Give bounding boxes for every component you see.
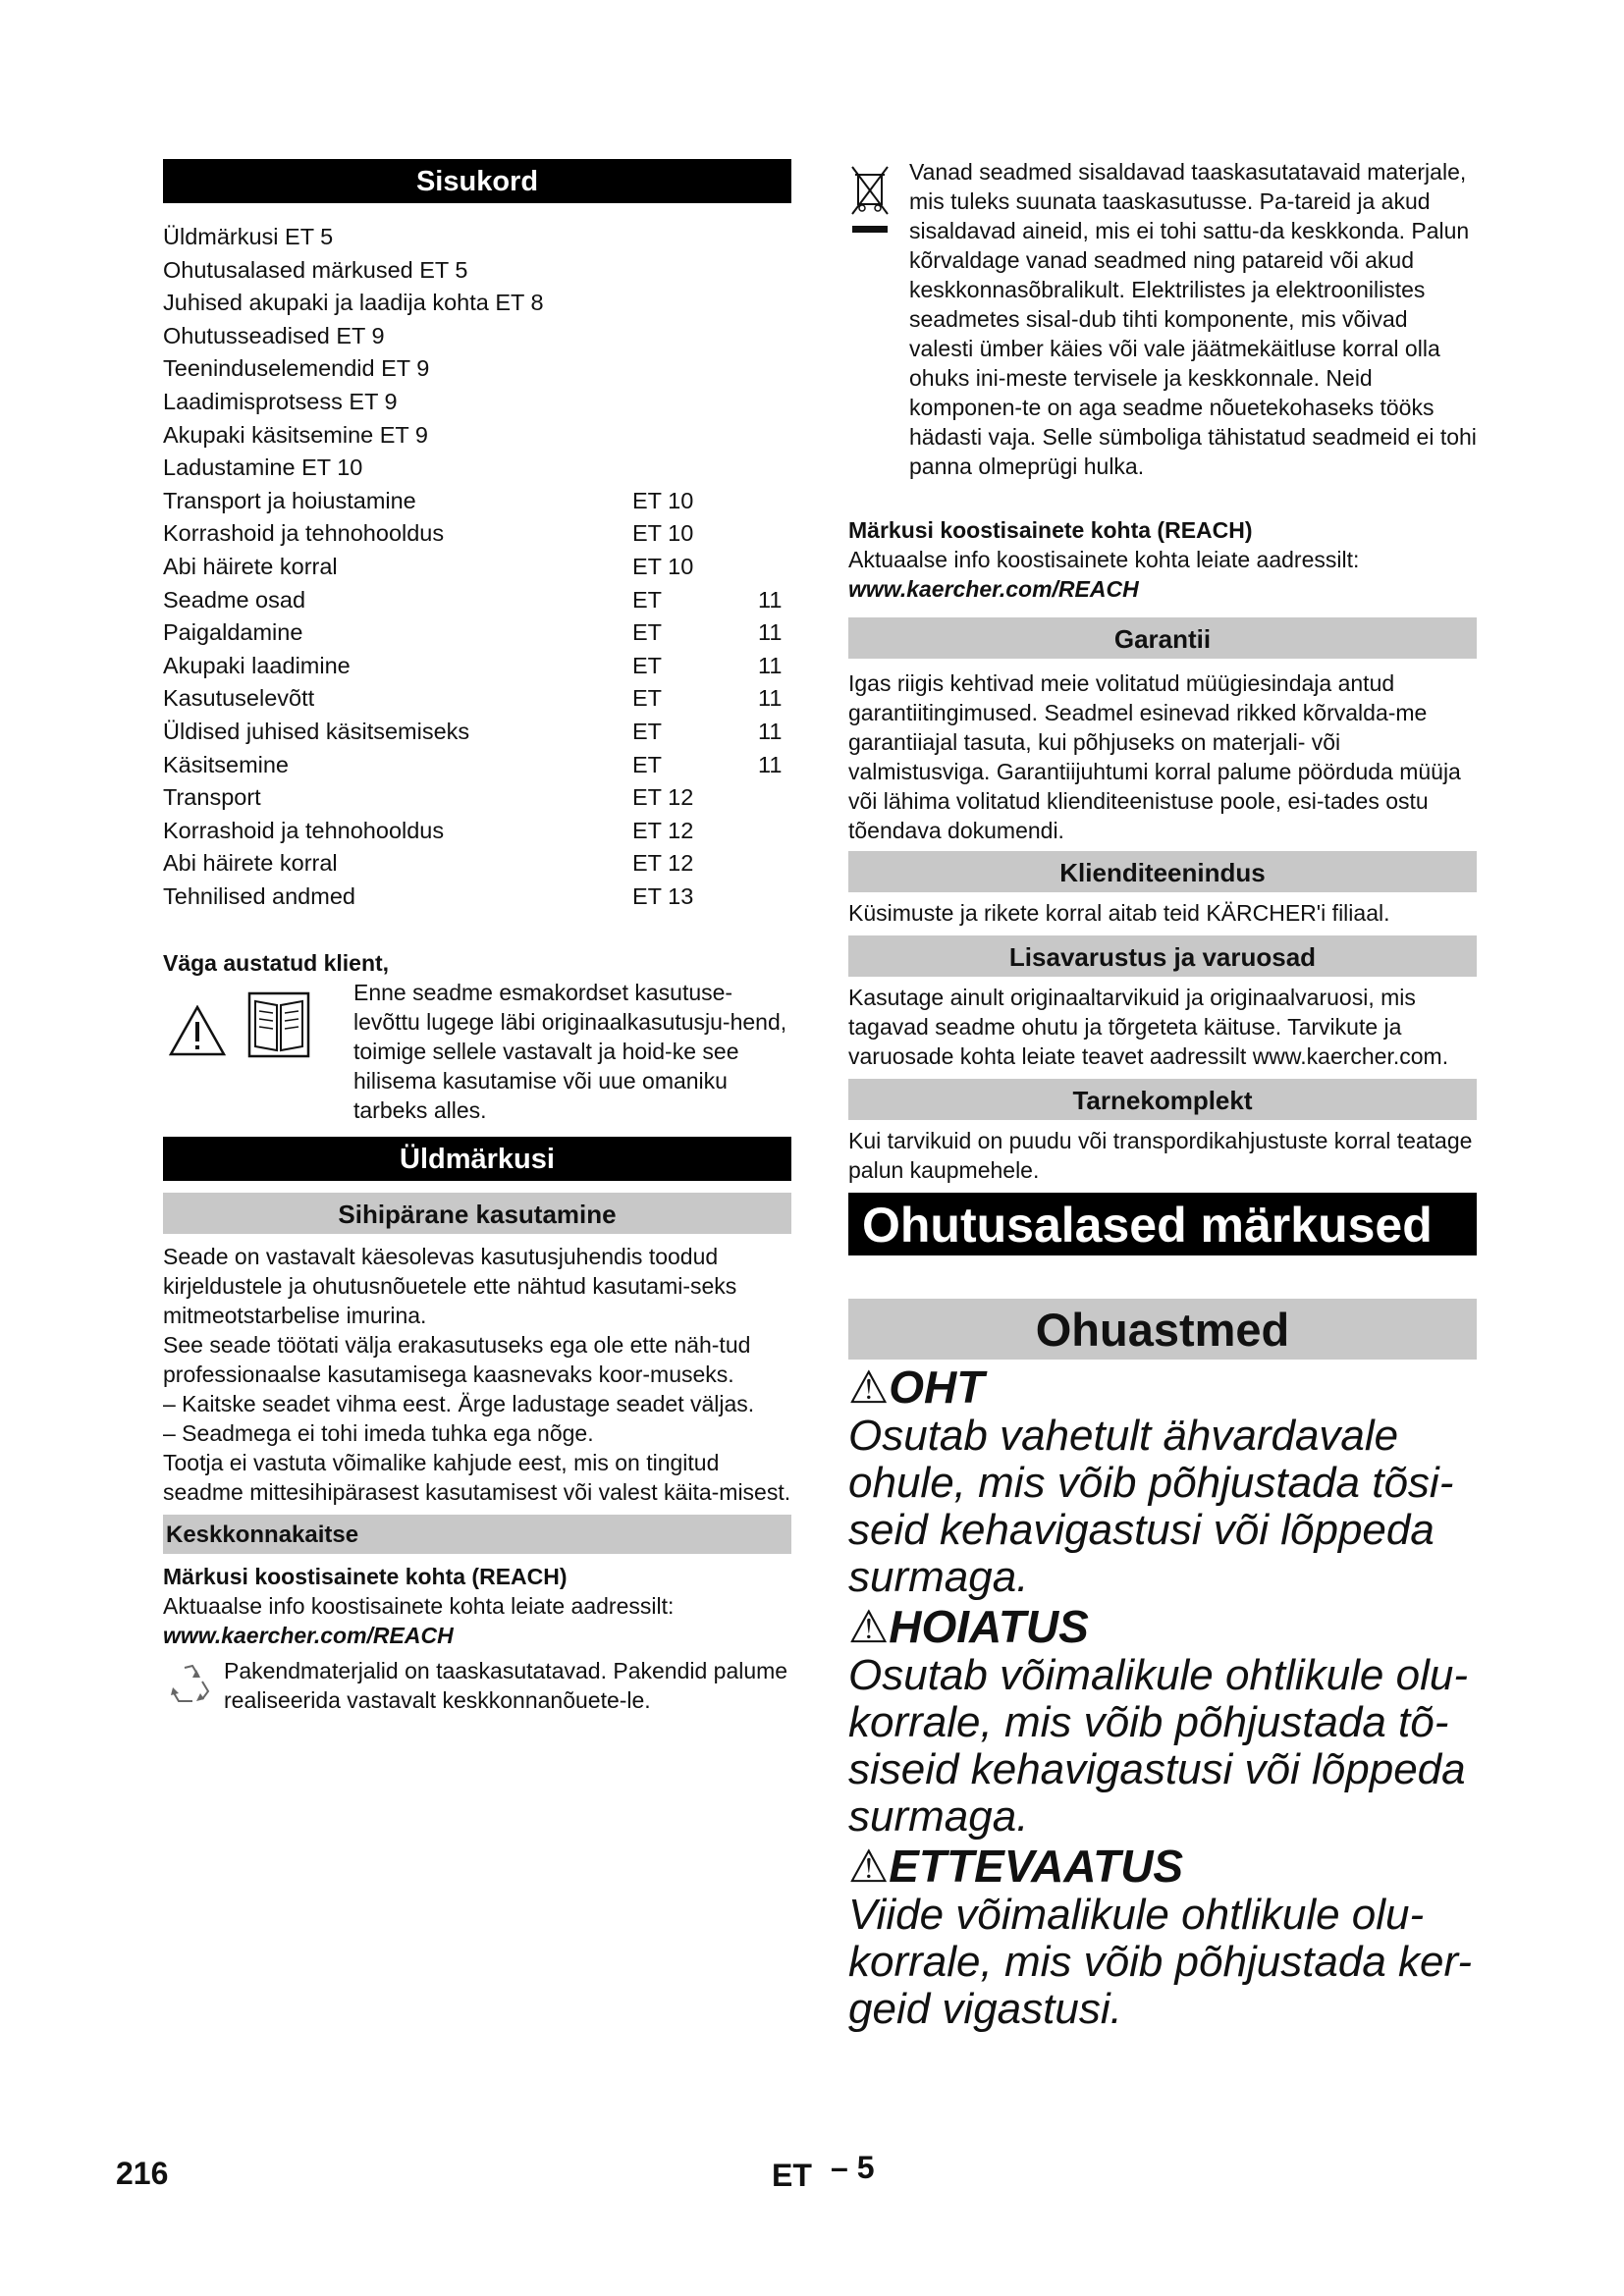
- toc-item-page: ET 12: [632, 817, 694, 843]
- toc-item: [163, 616, 791, 650]
- reach-section: [848, 515, 1477, 604]
- toc-item-title: Korrashoid ja tehnohooldus: [163, 817, 445, 843]
- toc-item: [163, 517, 791, 551]
- toc-item-page: ET: [632, 685, 663, 712]
- greeting-text: Enne seadme esmakordset kasutuse-levõttu lugege läbi originaalkasutusju-hend, toimige sellele vastavalt ja hoid-ke see hilisema kasutamise või uue omaniku tarbeks alles.: [353, 980, 787, 1124]
- toc-item-number: 11: [758, 685, 783, 712]
- recycle-icon: [167, 1660, 214, 1707]
- right-column: [848, 157, 1477, 2033]
- toc-item-number: 11: [758, 586, 783, 613]
- toc-item-page: ET: [632, 586, 663, 613]
- toc-item: [163, 320, 791, 353]
- toc-item: [163, 781, 791, 815]
- toc-item-title: Käsitsemine: [163, 751, 289, 777]
- toc-item-page: ET 10: [632, 487, 694, 513]
- safety-header: Ohutusalased märkused: [848, 1193, 1477, 1255]
- warning-heading: [848, 1601, 1477, 1652]
- reach-title: Märkusi koostisainete kohta (REACH): [848, 517, 1253, 543]
- greeting-title: Väga austatud klient,: [163, 950, 390, 977]
- accessories-header: Lisavarustus ja varuosad: [848, 935, 1477, 977]
- service-header: Klienditeenindus: [848, 851, 1477, 892]
- intended-use-p1: Seade on vastavalt käesolevas kasutusjuhendis toodud kirjeldustele ja ohutusnõuetele ette nähtud kasutami-seks mitmeotstarbelise imurina.: [163, 1244, 737, 1329]
- env-packaging-text: Pakendmaterjalid on taaskasutatavad. Pakendid palume realiseerida vastavalt keskkonnanõuete-le.: [224, 1658, 788, 1714]
- toc-item: [163, 716, 791, 749]
- toc-item-page: ET: [632, 652, 663, 678]
- toc-item-page: ET: [632, 619, 663, 646]
- intended-use-bullet-1: – Kaitske seadet vihma eest. Ärge ladustage seadet väljas.: [163, 1391, 755, 1417]
- warranty-text: Igas riigis kehtivad meie volitatud müügiesindaja antud garantiitingimused. Seadmel esinevad rikked kõrvalda-me garantiiajal tasuta, kui põhjuseks on materjali- või valmistusviga. Garantiijuhtumi korral palume pöörduda müüja või lähima volitatud klienditeenistuse poole, esi-tades ostu tõendava dokumendi.: [848, 670, 1461, 843]
- reach-url: www.kaercher.com/REACH: [848, 576, 1139, 602]
- toc-item: [163, 749, 791, 782]
- hazard-levels: [848, 1362, 1477, 2033]
- intended-use-bullet-2: – Seadmega ei tohi imeda tuhka ega nõge.: [163, 1420, 594, 1447]
- toc-item-title: Ladustamine ET 10: [163, 454, 363, 481]
- env-reach-text: Aktuaalse info koostisainete kohta leiate aadressilt:: [163, 1593, 675, 1620]
- footer-lang: ET: [772, 2158, 812, 2193]
- toc-item-page: ET 12: [632, 784, 694, 811]
- toc-item-title: Üldmärkusi ET 5: [163, 224, 334, 249]
- toc-item-title: Akupaki käsitsemine ET 9: [163, 421, 428, 448]
- toc-item: [163, 419, 791, 453]
- accessories-text: Kasutage ainult originaaltarvikuid ja originaalvaruosi, mis tagavad seadme ohutu ja tõrgeteta käituse. Tarvikute ja varuosade kohta leiate teavet aadressilt www.kaercher.com.: [848, 985, 1449, 1069]
- env-reach-url: www.kaercher.com/REACH: [163, 1623, 454, 1649]
- delivery-text: Kui tarvikuid on puudu või transpordikahjustuste korral teatage palun kaupmehele.: [848, 1128, 1473, 1183]
- toc-item: [163, 221, 791, 254]
- toc-item: [163, 815, 791, 848]
- toc-item-title: Transport ja hoiustamine: [163, 487, 416, 513]
- toc-item: [163, 551, 791, 584]
- toc-item-number: 11: [758, 718, 783, 744]
- toc-item-title: Üldised juhised käsitsemiseks: [163, 718, 470, 744]
- danger-warning-icon: ⚠: [848, 1362, 890, 1413]
- crossed-bin-icon: [850, 165, 890, 236]
- left-column: [163, 159, 791, 1744]
- toc-item-number: 11: [758, 751, 783, 777]
- toc-item-title: Teeninduselemendid ET 9: [163, 355, 430, 382]
- toc-item: [163, 584, 791, 617]
- toc-item-title: Abi häirete korral: [163, 850, 338, 877]
- greeting-section: [163, 948, 791, 1147]
- toc-item-number: 11: [758, 652, 783, 678]
- toc-item-number: 11: [758, 619, 783, 646]
- general-header: Üldmärkusi: [163, 1137, 791, 1181]
- intended-use-header: Sihipärane kasutamine: [163, 1193, 791, 1234]
- caution-heading: [848, 1841, 1477, 1892]
- toc-item-title: Tehnilised andmed: [163, 882, 355, 909]
- toc-item: [163, 682, 791, 716]
- danger-label: OHT: [889, 1362, 985, 1413]
- toc-item-page: ET: [632, 718, 663, 744]
- service-text: Küsimuste ja rikete korral aitab teid KÄRCHER'i filiaal.: [848, 900, 1390, 926]
- env-reach-title: Märkusi koostisainete kohta (REACH): [163, 1564, 568, 1590]
- toc-item-page: ET 13: [632, 882, 694, 909]
- danger-heading: [848, 1362, 1477, 1413]
- toc-item: [163, 386, 791, 419]
- intended-use-section: [163, 1242, 791, 1507]
- toc-list: [163, 221, 791, 913]
- env-header: Keskkonnakaitse: [163, 1515, 791, 1554]
- toc-item-title: Seadme osad: [163, 586, 306, 613]
- toc-item: [163, 881, 791, 914]
- danger-text: Osutab vahetult ähvardavale ohule, mis võib põhjustada tõsi-seid kehavigastusi või lõppeda surmaga.: [848, 1412, 1454, 1601]
- hazard-levels-header: Ohuastmed: [848, 1299, 1477, 1360]
- disposal-text: Vanad seadmed sisaldavad taaskasutatavaid materjale, mis tuleks suunata taaskasutusse. Pa-tareid ja akud sisaldavad aineid, mis ei tohi sattu-da keskkonda. Palun kõrvaldage vanad seadmed ning patareid või akud keskkonnasõbralikult. Elektrilistes ja elektroonilistes seadmetes sisal-dub tihti komponente, mis võivad valesti ümber käies või vale jäätmekäitluse korral olla ohuks ini-meste tervisele ja keskkonnale. Neid komponen-te on aga seadme nõuetekohaseks tööks hädasti vaja. Selle sümboliga tähistatud seadmeid ei tohi panna olmeprügi hulka.: [909, 159, 1477, 479]
- toc-item: [163, 452, 791, 485]
- toc-item-title: Juhised akupaki ja laadija kohta ET 8: [163, 290, 544, 316]
- warning-label: HOIATUS: [889, 1601, 1089, 1652]
- toc-item-page: ET 12: [632, 850, 694, 877]
- delivery-header: Tarnekomplekt: [848, 1079, 1477, 1120]
- toc-item: [163, 485, 791, 518]
- warning-text: Osutab võimalikule ohtlikule olu-korrale, mis võib põhjustada tõ-siseid kehavigastusi või lõppeda surmaga.: [848, 1651, 1468, 1841]
- toc-item-title: Ohutusalased märkused ET 5: [163, 256, 468, 283]
- toc-item: [163, 254, 791, 288]
- caution-text: Viide võimalikule ohtlikule olu-korrale, mis võib põhjustada ker-geid vigastusi.: [848, 1891, 1473, 2033]
- toc-item: [163, 287, 791, 320]
- toc-item-title: Korrashoid ja tehnohooldus: [163, 520, 445, 547]
- page-number: 216: [116, 2156, 169, 2191]
- disposal-section: [848, 157, 1477, 515]
- intended-use-p3: Tootja ei vastuta võimalike kahjude eest, mis on tingitud seadme mittesihipärasest kasutamisest või valest käita-misest.: [163, 1450, 791, 1506]
- toc-item-title: Abi häirete korral: [163, 553, 338, 579]
- toc-item-title: Kasutuselevõtt: [163, 685, 315, 712]
- footer-section-page: – 5: [831, 2150, 875, 2185]
- toc-item-title: Ohutusseadised ET 9: [163, 322, 385, 348]
- toc-item-page: ET: [632, 751, 663, 777]
- hoiatus-warning-icon: ⚠: [848, 1601, 890, 1652]
- toc-item-title: Akupaki laadimine: [163, 652, 351, 678]
- toc-item-page: ET 10: [632, 553, 694, 579]
- warranty-header: Garantii: [848, 617, 1477, 659]
- env-section: [163, 1562, 791, 1744]
- toc-item: [163, 650, 791, 683]
- toc-item-page: ET 10: [632, 520, 694, 547]
- toc-item-title: Laadimisprotsess ET 9: [163, 388, 398, 414]
- toc-item: [163, 847, 791, 881]
- toc-item-title: Transport: [163, 784, 261, 811]
- caution-label: ETTEVAATUS: [889, 1841, 1184, 1892]
- manual-book-icon: [247, 991, 310, 1058]
- warning-icon: [169, 1005, 226, 1056]
- caution-warning-icon: ⚠: [848, 1841, 890, 1892]
- toc-item-title: Paigaldamine: [163, 619, 303, 646]
- reach-text: Aktuaalse info koostisainete kohta leiate aadressilt:: [848, 547, 1360, 572]
- toc-item: [163, 352, 791, 386]
- intended-use-p2: See seade töötati välja erakasutuseks ega ole ette näh-tud professionaalse kasutamisega kaasnevaks koor-museks.: [163, 1332, 751, 1388]
- toc-header: Sisukord: [163, 159, 791, 203]
